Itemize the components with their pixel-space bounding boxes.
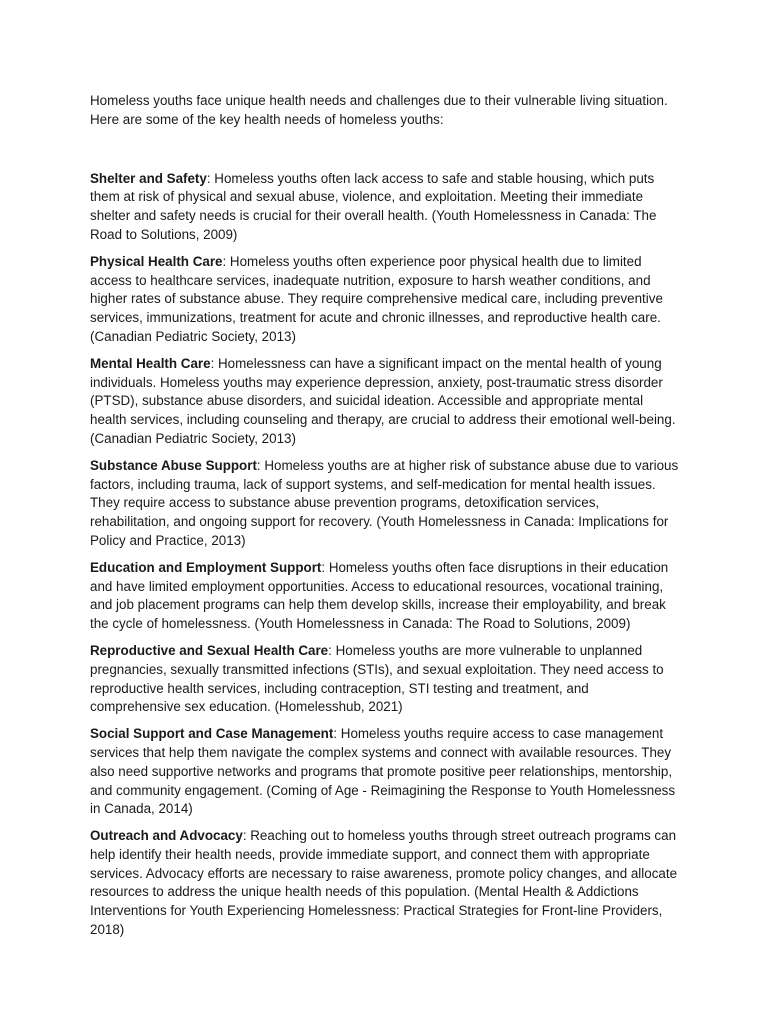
section-mental-health-care bbox=[90, 355, 682, 449]
section-education-employment-support bbox=[90, 559, 682, 634]
section-heading: Social Support and Case Management bbox=[90, 726, 334, 742]
section-reproductive-sexual-health-care bbox=[90, 642, 682, 717]
section-physical-health-care bbox=[90, 253, 682, 347]
section-body: : Reaching out to homeless youths through street outreach programs can help identify their health needs, provide immediate support, and connect them with appropriate services. Advocacy efforts are necessary to raise awareness, promote policy changes, and allocate resources to address the unique health needs of this population. (Mental Health & Addictions Interventions for Youth Experiencing Homelessness: Practical Strategies for Front-line Providers, 2018) bbox=[90, 828, 678, 938]
section-substance-abuse-support bbox=[90, 457, 682, 551]
section-heading: Shelter and Safety bbox=[90, 170, 207, 186]
section-shelter-safety bbox=[90, 170, 682, 245]
section-heading: Education and Employment Support bbox=[90, 559, 322, 575]
section-heading: Outreach and Advocacy bbox=[90, 828, 243, 844]
intro-paragraph: Homeless youths face unique health needs and challenges due to their vulnerable living situation. Here are some of the key health needs of homeless youths: bbox=[90, 93, 668, 127]
section-heading: Physical Health Care bbox=[90, 253, 223, 269]
section-body: : Homeless youths are more vulnerable to unplanned pregnancies, sexually transmitted infections (STIs), and sexual exploitation. They need access to reproductive health services, including contraception, STI testing and treatment, and comprehensive sex education. (Homelesshub, 2021) bbox=[90, 642, 664, 715]
section-body: : Homeless youths often lack access to safe and stable housing, which puts them at risk of physical and sexual abuse, violence, and exploitation. Meeting their immediate shelter and safety needs is crucial for their overall health. (Youth Homelessness in Canada: The Road to Solutions, 2009) bbox=[90, 170, 657, 242]
section-heading: Reproductive and Sexual Health Care bbox=[90, 642, 329, 658]
section-body: : Homeless youths often face disruptions in their education and have limited employment opportunities. Access to educational resources, vocational training, and job placement programs can help them develop skills, increase their employability, and break the cycle of homelessness. (Youth Homelessness in Canada: The Road to Solutions, 2009) bbox=[90, 559, 669, 632]
section-body: : Homeless youths require access to case management services that help them navigate the complex systems and connect with available resources. They also need supportive networks and programs that promote positive peer relationships, mentorship, and community engagement. (Coming of Age - Reimagining the Response to Youth Homelessness in Canada, 2014) bbox=[90, 726, 676, 817]
section-body: : Homeless youths often experience poor physical health due to limited access to healthcare services, inadequate nutrition, exposure to harsh weather conditions, and higher rates of substance abuse. They require comprehensive medical care, including preventive services, immunizations, treatment for acute and chronic illnesses, and reproductive health care. (Canadian Pediatric Society, 2013) bbox=[90, 253, 663, 344]
section-social-support-case-management bbox=[90, 725, 682, 819]
section-heading: Substance Abuse Support bbox=[90, 457, 257, 473]
section-body: : Homelessness can have a significant impact on the mental health of young individuals. Homeless youths may experience depression, anxiety, post-traumatic stress disorder (PTSD), substance abuse disorders, and suicidal ideation. Accessible and appropriate mental health services, including counseling and therapy, are crucial to address their emotional well-being. (Canadian Pediatric Society, 2013) bbox=[90, 355, 676, 446]
section-body: : Homeless youths are at higher risk of substance abuse due to various factors, including trauma, lack of support systems, and self-medication for mental health issues. They require access to substance abuse prevention programs, detoxification services, rehabilitation, and ongoing support for recovery. (Youth Homelessness in Canada: Implications for Policy and Practice, 2013) bbox=[90, 457, 679, 548]
section-outreach-advocacy bbox=[90, 827, 682, 940]
section-heading: Mental Health Care bbox=[90, 355, 211, 371]
